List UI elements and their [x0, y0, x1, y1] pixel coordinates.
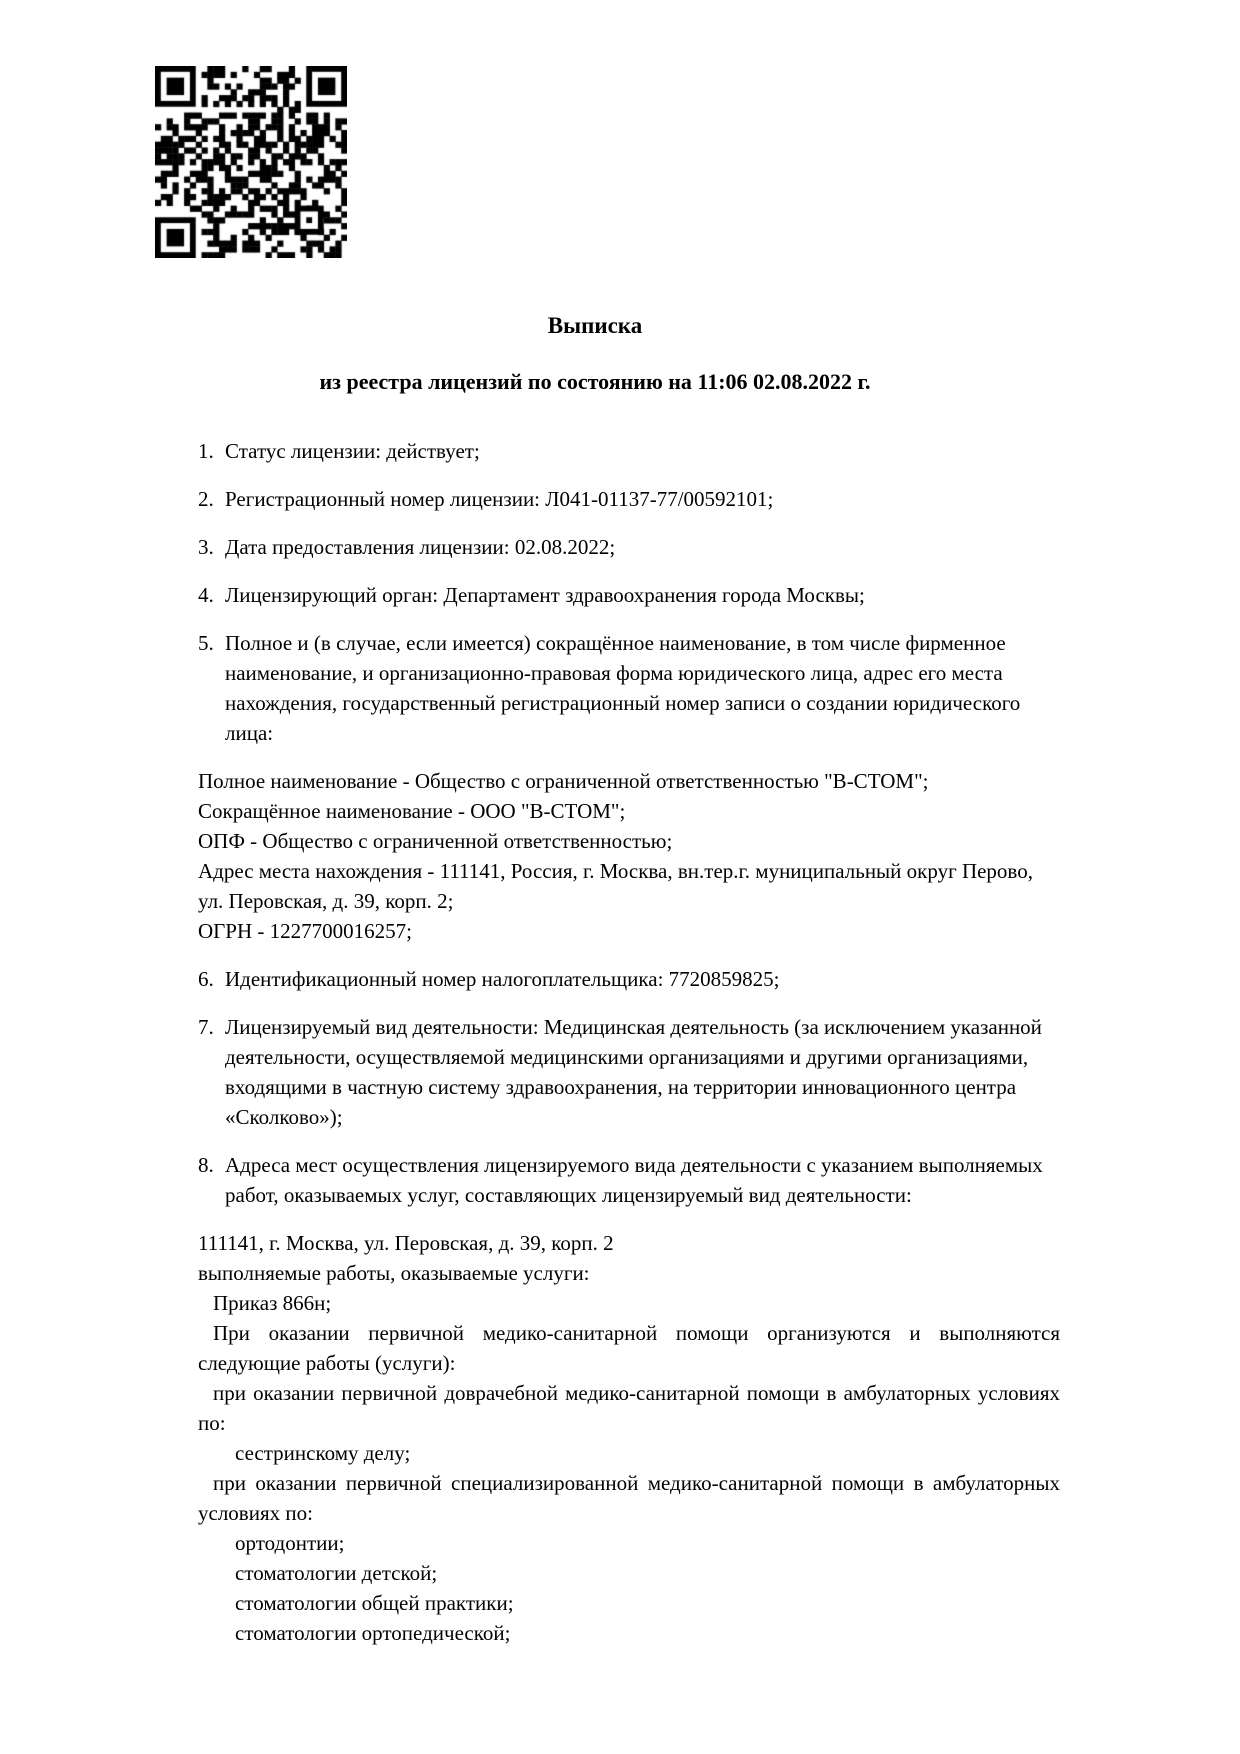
page-title: Выписка: [547, 313, 643, 338]
short-name-line: Сокращённое наименование - ООО "В-СТОМ";: [198, 799, 626, 823]
work-item-pediatric-dentistry: стоматологии детской;: [235, 1561, 438, 1585]
work-item-general-dentistry: стоматологии общей практики;: [235, 1591, 514, 1615]
list-text: Лицензирующий орган: Департамент здравоохранения города Москвы;: [225, 583, 865, 607]
list-item-1: [198, 436, 1060, 466]
list-text: Лицензируемый вид деятельности: Медицинская деятельность (за исключением указанной деятельности, осуществляемой медицинскими организациями и другими организациями, входящими в частную систему здравоохранения, на территории инновационного центра «Сколково»);: [225, 1015, 1042, 1129]
works-header-line: выполняемые работы, оказываемые услуги:: [198, 1261, 590, 1285]
work-item-specialized-care: при оказании первичной специализированной медико-санитарной помощи в амбулаторных условиях по:: [198, 1471, 1060, 1525]
list-item-7: [198, 1012, 1060, 1132]
work-item-primary-care: При оказании первичной медико-санитарной помощи организуются и выполняются следующие работы (услуги):: [198, 1321, 1060, 1375]
activity-address-block: [198, 1228, 1060, 1648]
list-text: Регистрационный номер лицензии: Л041-01137-77/00592101;: [225, 487, 774, 511]
ogrn-line: ОГРН - 1227700016257;: [198, 919, 412, 943]
document-body: [198, 436, 1060, 1648]
list-number: 7.: [198, 1015, 214, 1039]
organization-details: [198, 766, 1060, 946]
list-item-2: [198, 484, 1060, 514]
list-number: 8.: [198, 1153, 214, 1177]
list-text: Дата предоставления лицензии: 02.08.2022;: [225, 535, 616, 559]
work-item-orthopedic-dentistry: стоматологии ортопедической;: [235, 1621, 511, 1645]
list-text: Полное и (в случае, если имеется) сокращённое наименование, в том числе фирменное наименование, и организационно-правовая форма юридического лица, адрес его места нахождения, государственный регистрационный номер записи о создании юридического лица:: [225, 631, 1021, 745]
work-item-orthodontics: ортодонтии;: [235, 1531, 345, 1555]
list-number: 5.: [198, 631, 214, 655]
list-number: 1.: [198, 439, 214, 463]
opf-line: ОПФ - Общество с ограниченной ответственностью;: [198, 829, 673, 853]
work-address-line: 111141, г. Москва, ул. Перовская, д. 39, корп. 2: [198, 1231, 614, 1255]
list-number: 4.: [198, 583, 214, 607]
work-item-prehospital-care: при оказании первичной доврачебной медико-санитарной помощи в амбулаторных условиях по:: [198, 1381, 1060, 1435]
work-item-order: Приказ 866н;: [213, 1291, 332, 1315]
list-number: 3.: [198, 535, 214, 559]
page-subtitle: из реестра лицензий по состоянию на 11:06 02.08.2022 г.: [319, 369, 871, 394]
work-item-nursing: сестринскому делу;: [235, 1441, 411, 1465]
list-item-5: [198, 628, 1060, 748]
list-number: 6.: [198, 967, 214, 991]
legal-address-line: Адрес места нахождения - 111141, Россия, г. Москва, вн.тер.г. муниципальный округ Перово, ул. Перовская, д. 39, корп. 2;: [198, 859, 1033, 913]
list-item-4: [198, 580, 1060, 610]
list-text: Статус лицензии: действует;: [225, 439, 480, 463]
qr-code-icon: [155, 66, 347, 258]
list-item-8: [198, 1150, 1060, 1210]
full-name-line: Полное наименование - Общество с ограниченной ответственностью "В-СТОМ";: [198, 769, 929, 793]
list-item-6: [198, 964, 1060, 994]
list-item-3: [198, 532, 1060, 562]
list-number: 2.: [198, 487, 214, 511]
list-text: Адреса мест осуществления лицензируемого вида деятельности с указанием выполняемых работ, оказываемых услуг, составляющих лицензируемый вид деятельности:: [225, 1153, 1043, 1207]
list-text: Идентификационный номер налогоплательщика: 7720859825;: [225, 967, 780, 991]
